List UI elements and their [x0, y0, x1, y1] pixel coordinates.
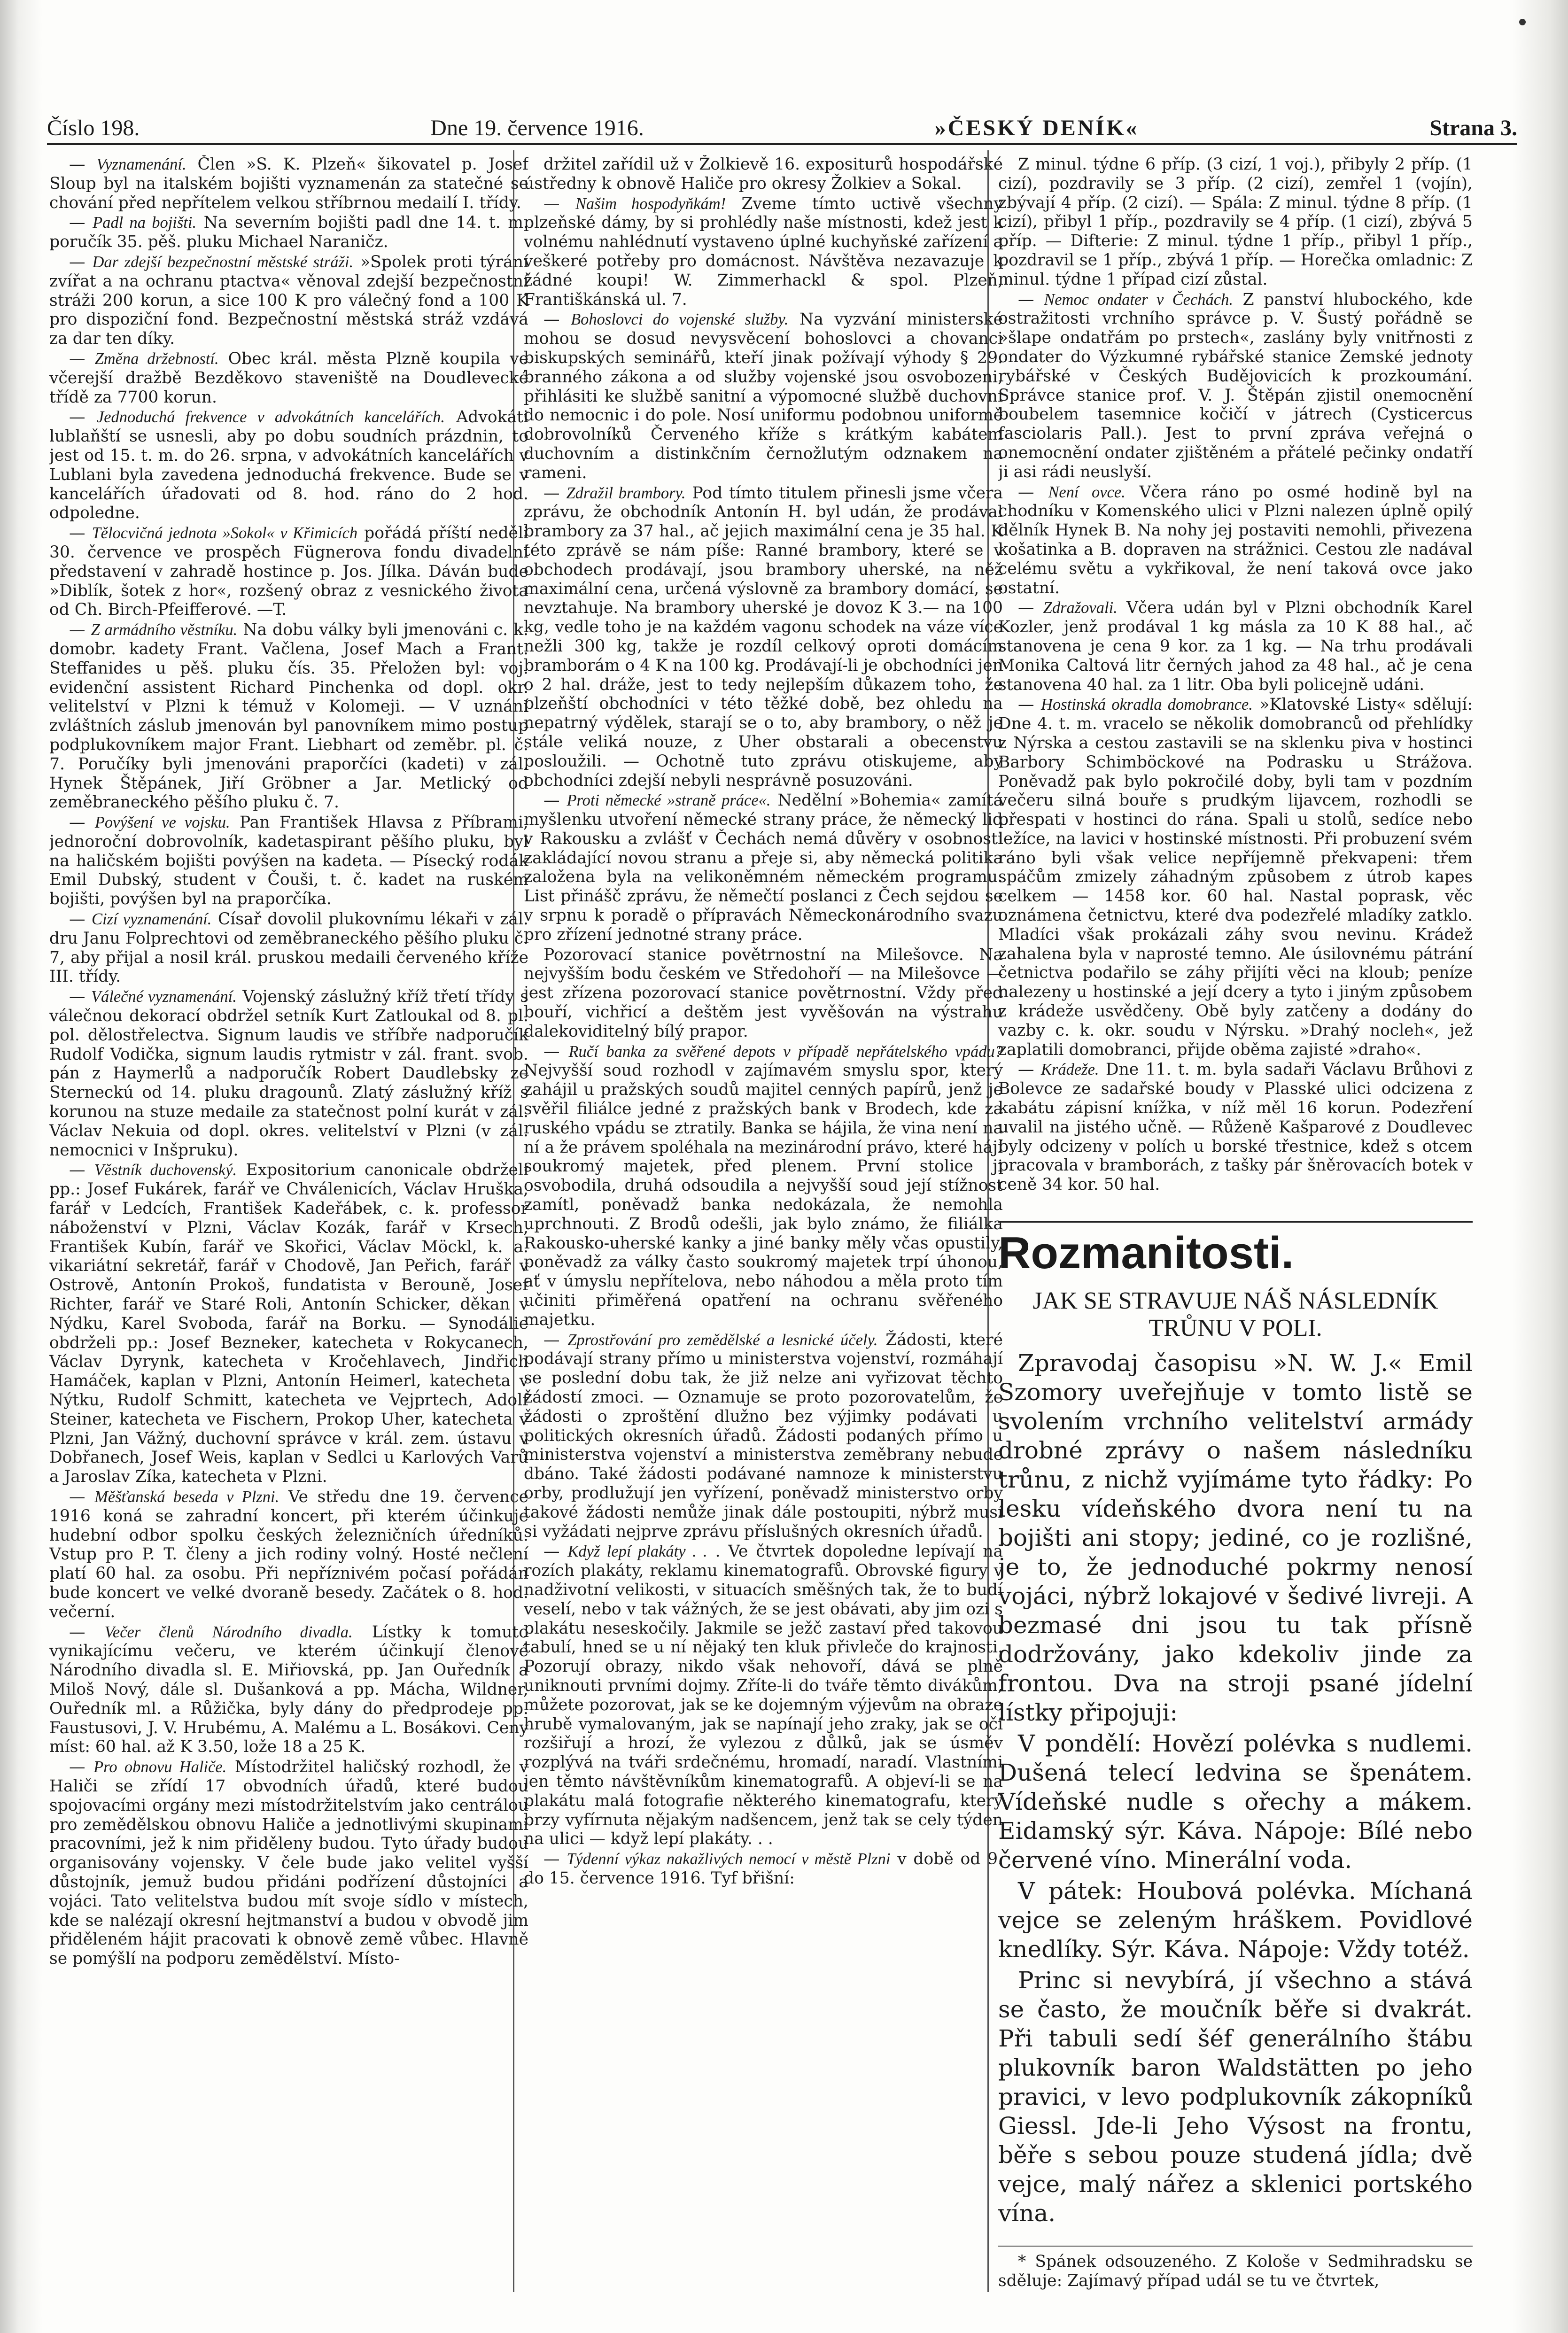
headline-line-2: TRŮNU V POLI.	[1149, 1315, 1322, 1342]
article-text: Včera ráno po osmé hodině byl na chodníku v Komenského ulici v Plzni nalezen úplně opilý dělník Hynek B. Na nohy jej postaviti nemohli, přivezena košatinka a B. dopraven na strážnici. Cestou zle nadával celému světu a vykřikoval, že není taková ovce jako ostatní.	[998, 482, 1473, 597]
article-text: Včera udán byl v Plzni obchodník Karel Kozler, jenž prodával 1 kg másla za 10 K 88 hal., ač stanovena je cena 9 kor. za 1 kg. — Na trhu prodávali Monika Caltová litr černých jahod za 48 hal., ač je cena stanovena 40 hal. za 1 litr. Oba byli policejně udáni.	[998, 598, 1473, 694]
article-paragraph: — Jednoduchá frekvence v advokátních kancelářích. Advokáti lublaňští se usnesli, aby po dobu soudních prázdnin, to jest od 15. t. m. do 26. srpna, v advokátních kancelářích v Lublani byla zavedena jednoduchá frekvence. Bude se v kancelářích úřadovati od 8. hod. ráno do 2 hod. odpoledne.	[49, 408, 528, 523]
article-heading: Pro obnovu Haliče.	[93, 1758, 227, 1776]
article-paragraph: — Povýšení ve vojsku. Pan František Hlavsa z Příbrami, jednoroční dobrovolník, kadetaspirant pěšího pluku, byl na haličském bojišti povýšen na kadeta. — Písecký rodák Emil Dubský, student v Čouši, t. č. kadet na ruském bojišti, povýšen byl na praporčíka.	[49, 813, 528, 909]
article-paragraph: — Zdražil brambory. Pod tímto titulem přinesli jsme včera zprávu, že obchodník Antonín H. byl udán, že prodával brambory za 37 hal., ač jejich maximální cena je 35 hal. K této zprávě se nám píše: Ranné brambory, které se v obchodech prodávají, jsou brambory uherské, na něž maximální cena, určená výslovně za brambory domácí, se nevztahuje. Na brambory uherské je dovoz K 3.— na 100 kg, vedle toho je na každém vagonu schodek na váze více nežli 300 kg, takže je rozdíl celkový oproti domácím bramborám o 4 K na 100 kg. Prodávají-li je obchodníci jen o 2 hal. dráže, jest to tedy nejlepším důkazem toho, že plzeňští obchodníci v této těžké době, bez ohledu na nepatrný výdělek, starají se o to, aby brambory, o něž je stále veliká nouze, z Uher obstarali a obecenstvu posloužili. — Ochotně tuto zprávu otiskujeme, aby obchodníci zdejší nebyli nesprávně posuzováni.	[524, 483, 1003, 790]
article-text: Pod tímto titulem přinesli jsme včera zprávu, že obchodník Antonín H. byl udán, že prodával brambory za 37 hal., ač jejich maximální cena je 35 hal. K této zprávě se nám píše: Ranné brambory, které se v obchodech prodávají, jsou brambory uherské, na něž maximální cena, určená výslovně za brambory domácí, se nevztahuje. Na brambory uherské je dovoz K 3.— na 100 kg, vedle toho je na každém vagonu schodek na váze více nežli 300 kg, takže je rozdíl celkový oproti domácím bramborám o 4 K na 100 kg. Prodávají-li je obchodníci jen o 2 hal. dráže, jest to tedy nejlepším důkazem toho, že plzeňští obchodníci v této těžké době, bez ohledu na nepatrný výdělek, starají se o to, aby brambory, o něž je stále veliká nouze, z Uher obstarali a obecenstvu posloužili. — Ochotně tuto zprávu otiskujeme, aby obchodníci zdejší nebyli nesprávně posuzováni.	[524, 483, 1003, 790]
section-title: Rozmanitosti.	[998, 1221, 1473, 1279]
article-heading: Krádeže.	[1040, 1061, 1099, 1079]
article-heading: Vyznamenání.	[96, 155, 186, 173]
page-header	[47, 112, 1517, 141]
article-heading: Ručí banka za svěřené depots v případě nepřátelského vpádu?	[568, 1042, 1003, 1061]
article-heading: Zdražil brambory.	[566, 484, 686, 502]
article-heading: Nemoc ondater v Čechách.	[1044, 290, 1233, 309]
article-heading: Padl na bojišti.	[93, 214, 197, 232]
header-rule	[47, 143, 1517, 145]
article-heading: Našim hospodyňkám!	[575, 194, 726, 213]
article-heading: Válečné vyznamenání.	[91, 988, 237, 1006]
article-text: . Ve čtvrtek dopoledne lepívají na rozích plakáty, reklamu kinematografů. Obrovské figury v nadživotní velikosti, v situacích směšných tak, že to budí veselí, nebo v tak vážných, že se jest obávati, aby jim ozi s plakátu neseskočily. Jakmile se ježč zastaví před takovou tabulí, hned se u ní nějaký ten kluk přivleče do krajnosti. Pozorují obrazy, nikdo však nehovoří, dává se plně uniknouti prvními dojmy. Zříte-li do tváře těmto divákům, můžete pozorovat, jak se ke dojemným výjevům na obraze hrubě vymalovaným, jak se napínají jeho zraky, jak se oči rozšiřují a hrozí, že vylezou z důlků, jak se úsměv rozplývá na tváři srdečnému, hromadí, naradí. Vlastními jen těmto návštěvníkům kinematografů. A objeví-li se na plakátu malá fotografie některého kinematografu, který brzy vyfírnuta nějakým nadšencem, jenž tak se cely týden na ulici — když lepí plakáty. . .	[524, 1542, 1003, 1849]
article-paragraph	[524, 155, 1003, 194]
article-text: Císař dovolil plukovnímu lékaři v zál. dru Janu Folprechtovi od zeměbraneckého pěšího pluku č. 7, aby přijal a nosil král. pruskou medaili červeného kříže III. třídy.	[49, 910, 528, 986]
article-paragraph: — Z armádního věstníku. Na dobu války byli jmenováni c. k. domobr. kadety Frant. Vačlena, Josef Mach a Frant. Steffanides u pěš. pluku čís. 35. Přeložen byl: voj. evidenční assistent Richard Pinchenka od dopl. okr. velitelství v Plzni k témuž v Kolomeji. — V uznání zvláštních záslub jmenován byl panovníkem mimo postup podplukovníkem major Frant. Liebhart od zeměbr. pl. č. 7. Poručíky byli jmenováni praporčíci (kadeti) v zál. Hynek Štěpánek, Jiří Gröbner a Jar. Metlický od zeměbraneckého pěšího pluku č. 7.	[49, 620, 528, 812]
article-paragraph: — Pro obnovu Haliče. Místodržitel haličský rozhodl, že v Haliči se zřídí 17 obvodních úřadů, které budou spojovacími orgány mezi místodržitelstvím jako centrálou pro zemědělskou obnovu Haliče a jednotlivými skupinami pracovními, jež k nim přiděleny budou. Tyto úřady budou organisovány vojensky. V čele bude jako velitel vyšší důstojník, jemuž budou přidáni podřízení důstojníci a vojáci. Tato velitelstva budou mít svoje sídlo v místech, kde se nalézají okresní hejtmanství a budou v obvodě jim přiděleném hájit pracovati k obnově země vůbec. Hlavně se pomýšlí na podporu zemědělství. Místo-	[49, 1758, 528, 1969]
article-heading: Zdražovali.	[1043, 599, 1118, 617]
headline-line-1: JAK SE STRAVUJE NÁŠ NÁSLEDNÍK	[1032, 1287, 1438, 1315]
article-paragraph: — Krádeže. Dne 11. t. m. byla sadaři Václavu Brůhovi z Bolevce ze sadařské boudy v Plasské ulici odcizena z kabátu zápisní knížka, v níž měl 16 korun. Podezření uvalil na jistého učně. — Růženě Kašparové z Doudlevec byly odcizeny v polích u borské třestnice, kdež s otcem pracovala v bramborách, z tašky pár šněrovacích botek v ceně 34 kor. 50 hal.	[998, 1060, 1473, 1194]
article-text: »Klatovské Listy« sdělují: Dne 4. t. m. vracelo se několik domobranců od přehlídky z Nýrska a cestou zastavili se na sklenku piva v hostinci Barbory Schimböckové na Podrasku u Strážova. Poněvadž pak bylo pokročilé doby, byli tam v pozdním večeru silná bouře s prudkým lijavcem, rozhodli se přespati v hostinci do rána. Spali u stolů, sedíce nebo ležíce, na lavici v hostinské místnosti. Při probuzení svém ráno byli však velice nepříjemně překvapeni: třem spáčům zmizely záhadným způsobem z útrob kapes celkem — 1458 kor. 60 hal. Nastal poprask, věc oznámena četnictvu, které dva podezřelé mladíky zatklo. Mladíci však prokázali záhy svou nevinu. Krádež zahalena byla v naprosté temno. Ale úsilovnému pátrání četnictva podařilo se záhy přijíti věci na kloub; peníze nalezeny u hostinské a její dcery a tyto i jiným způsobem z krádeže usvědčeny. Obě byly zatčeny a dodány do vazby c. k. okr. soudu v Nýrsku. »Drahý nocleh«, jež zaplatili domobranci, přijde oběma zajisté »draho«.	[998, 695, 1473, 1059]
article-paragraph: — Zprostřování pro zemědělské a lesnické účely. Žádosti, které podávají strany přímo u ministerstva vojenství, rozmáhají se poslední dobu tak, že již nelze ani vyřizovat těchto žádostí zmoci. — Oznamuje se proto pozorovatelům, že žádosti o zproštění dlužno bez výjimky podávati u politických okresních úřadů. Žádosti podaných přímo u ministerstva vojenství a ministerstva zeměbrany nebude dbáno. Také žádosti podávané namnoze k ministerstvu orby, prodlužují jen vyřízení, poněvadž ministerstvo orby takové žádosti nemůže jinak dále postoupiti, nýbrž musí si vyžádati nejprve zprávu příslušných okresních úřadů.	[524, 1330, 1003, 1541]
article-text: Obec král. města Plzně koupila ve včerejší dražbě Bezděkovo staveniště na Doudlevecké třídě za 7700 korun.	[49, 349, 528, 407]
column-2	[524, 155, 1003, 2297]
article-heading: Jednoduchá frekvence v advokátních kancelářích.	[96, 408, 445, 426]
article-paragraph: — Věstník duchovenský. Expositorium canonicale obdrželi pp.: Josef Fukárek, farář ve Chválenicích, Václav Hruška, farář v Ledcích, František Kadeřábek, c. k. professor náboženství v Plzni, Václav Kozák, farář v Krsech, František Kubín, farář ve Skořici, Václav Möckl, k. a. vikariátní sekretář, farář v Chodově, Jan Peřich, farář v Ostrově, Antonín Prokoš, fundatista v Berouně, Josef Richter, farář ve Staré Roli, Antonín Schicker, děkan v Nýdku, Karel Svoboda, farář na Borku. — Synodálie obdrželi pp.: Josef Bezneker, katecheta v Rokycanech, Václav Dyrynk, katecheta v Kročehlavech, Jindřich Hamáček, kaplan v Plzni, Antonín Heimerl, katecheta v Nýtku, Rudolf Schmitt, katecheta ve Vejprtech, Adolf Steiner, katecheta ve Fischern, Prokop Uher, katecheta v Plzni, Jan Vážný, duchovní správce v král. zem. ústavu v Dobřanech, Josef Weis, kaplan v Sedlci u Karlových Varů a Jaroslav Zíka, katecheta v Plzni.	[49, 1161, 528, 1487]
article-paragraph	[524, 946, 1003, 1041]
article-heading: Cizí vyznamenání.	[91, 910, 212, 929]
article-text: Pan František Hlavsa z Příbrami, jednoroční dobrovolník, kadetaspirant pěšího pluku, byl na haličském bojišti povýšen na kadeta. — Písecký rodák Emil Dubský, student v Čouši, t. č. kadet na ruském bojišti, povýšen byl na praporčíka.	[49, 813, 528, 909]
column-3	[998, 155, 1473, 2297]
article-paragraph: — Padl na bojišti. Na severním bojišti padl dne 14. t. m. poručík 35. pěš. pluku Michael Naraničz.	[49, 213, 528, 252]
article-text: Z panství hlubockého, kde ostražitosti vrchního správce p. V. Šustý pořádně se »šlape ondatřám po prstech«, zaslány byly vnitřnosti z ondater do Výzkumné rybářské stanice Zemské jednoty rybářské v Českých Budějovicích k prozkoumání. Správce stanice prof. V. J. Štěpán zjistil onemocnění boubelem tasemnice kočičí v játrech (Cysticercus fasciolaris Pall.). Jest to první zpráva veřejná o onemocnění ondater zjištěném a přátelé pečinky ondatří ji asi rádi neuslyší.	[998, 290, 1473, 481]
page-number: Strana 3.	[1429, 116, 1517, 140]
article-text: Expositorium canonicale obdrželi pp.: Josef Fukárek, farář ve Chválenicích, Václav Hruška, farář v Ledcích, František Kadeřábek, c. k. professor náboženství v Plzni, Václav Kozák, farář v Krsech, František Kubín, farář ve Skořici, Václav Möckl, k. a. vikariátní sekretář, farář v Chodově, Jan Peřich, farář v Ostrově, Antonín Prokoš, fundatista v Berouně, Josef Richter, farář ve Staré Roli, Antonín Schicker, děkan v Nýdku, Karel Svoboda, farář na Borku. — Synodálie obdrželi pp.: Josef Bezneker, katecheta v Rokycanech, Václav Dyrynk, katecheta v Kročehlavech, Jindřich Hamáček, kaplan v Plzni, Antonín Heimerl, katecheta v Nýtku, Rudolf Schmitt, katecheta ve Vejprtech, Adolf Steiner, katecheta ve Fischern, Prokop Uher, katecheta v Plzni, Jan Vážný, duchovní správce v král. zem. ústavu v Dobřanech, Josef Weis, kaplan v Sedlci u Karlových Varů a Jaroslav Zíka, katecheta v Plzni.	[49, 1161, 528, 1487]
column-3-articles	[998, 155, 1473, 1194]
article-paragraph: — Nemoc ondater v Čechách. Z panství hlubockého, kde ostražitosti vrchního správce p. V. Šustý pořádně se »šlape ondatřám po prstech«, zaslány byly vnitřnosti z ondater do Výzkumné rybářské stanice Zemské jednoty rybářské v Českých Budějovicích k prozkoumání. Správce stanice prof. V. J. Štěpán zjistil onemocnění boubelem tasemnice kočičí v játrech (Cysticercus fasciolaris Pall.). Jest to první zpráva veřejná o onemocnění ondater zjištěném a přátelé pečinky ondatří ji asi rádi neuslyší.	[998, 290, 1473, 481]
article-paragraph: Princ si nevybírá, jí všechno a stává se často, že moučník běře si dvakrát. Při tabuli sedí šéf generálního štábu plukovník baron Waldstätten po jeho pravici, v levo podplukovník zákopníků Giessl. Jde-li Jeho Výsost na frontu, běře s sebou pouze studená jídla; dvě vejce, malý nářez a sklenici portského vína.	[998, 1967, 1473, 2227]
article-text: držitel zařídil už v Žolkievě 16. expositurů hospodářské ústředny k obnově Haliče pro okresy Žolkiev a Sokal.	[524, 155, 1003, 193]
article-heading: Měšťanská beseda v Plzni.	[94, 1488, 279, 1506]
article-paragraph: — Válečné vyznamenání. Vojenský záslužný kříž třetí třídy s válečnou dekorací obdržel setník Kurt Zatloukal od 8. pl. pol. dělostřelectva. Signum laudis ve stříbře nadporučík Rudolf Vodička, signum laudis rytmistr v zál. frant. svob. pán z Haymerlů a nadporučík Robert Daudlebsky ze Sterneckú od 14. pluku dragounů. Zlatý záslužný kříž s korunou na stuze medaile za statečnost polní kurát v zál. Václav Nekuia od dopl. okres. velitelství v Plzni (v zál. nemocnici v Inšpruku).	[49, 987, 528, 1160]
article-heading: Zprostřování pro zemědělské a lesnické účely.	[567, 1331, 878, 1349]
article-heading: Věstník duchovenský.	[94, 1161, 237, 1179]
article-text: Pozorovací stanice povětrnostní na Milešovce. Na nejvyšším bodu českém ve Středohoří — na Milešovce — jest zřízena pozorovací stanice povětrnostní. Vždy před bouří, vichřicí a deštěm jest vyvěšován na výstrahu dalekoviditelný bílý prapor.	[524, 945, 1003, 1041]
article-paragraph: Zpravodaj časopisu »N. W. J.« Emil Szomory uveřejňuje v tomto listě se svolením vrchního velitelství armády drobné zprávy o našem následníku trůnu, z nichž vyjímáme tyto řádky: Po lesku vídeňského dvora není tu na bojišti ani stopy; jediné, co je rozlišné, je to, že jednoduché pokrmy nenosí vojáci, nýbrž lokajové v šedivé livreji. A bezmasé dni jsou tu tak přísně dodržovány, jako kdekoliv jinde za frontou. Dva na stroji psané jídelní lístky připojuji:	[998, 1349, 1473, 1727]
article-paragraph: — Proti německé »straně práce«. Nedělní »Bohemia« zamítá myšlenku utvoření německé strany práce, že německý lid v Rakousku a zvlášť v Čechách nemá důvěry v osobnosti zakládající novou stranu a přeje si, aby německá politika založena byla na velikoněmném německém programu. List přinášč zprávu, že němečtí poslanci z Čech sejdou se v srpnu k poradě o přípravách Německonárodního svazu pro zřízení jednotné strany práce.	[524, 791, 1003, 944]
article-text: Lístky k tomuto vynikajícímu večeru, ve kterém účinkují členové Národního divadla sl. E. Miřiovská, pp. Jan Ouředník a Miloš Nový, dále sl. Dušanková a pp. Mácha, Wildner, Ouředník ml. a Růžička, byly dány do předprodeje pp. Faustusovi, J. V. Hrubému, A. Malému a L. Bosákovi. Ceny míst: 60 hal. až K 3.50, lože 18 a 25 K.	[49, 1622, 528, 1757]
article-heading: Dar zdejší bezpečnostní městské stráži.	[92, 253, 354, 271]
article-heading: Když lepí plakáty . .	[567, 1542, 707, 1561]
article-paragraph: — Vyznamenání. Člen »S. K. Plzeň« šikovatel p. Josef Sloup byl na italském bojišti vyznamenán za statečné se chování před nepřítelem velkou stříbrnou medailí I. třídy.	[49, 155, 528, 212]
article-heading: Není ovce.	[1048, 483, 1126, 501]
article-paragraph: — Týdenní výkaz nakažlivých nemocí v městě Plzni v době od 9. do 15. července 1916. Tyf břišní:	[524, 1850, 1003, 1888]
article-headline	[998, 1287, 1473, 1342]
article-heading: Proti německé »straně práce«.	[567, 791, 771, 810]
article-text: Advokáti lublaňští se usnesli, aby po dobu soudních prázdnin, to jest od 15. t. m. do 26. srpna, v advokátních kancelářích v Lublani byla zavedena jednoduchá frekvence. Bude se v kancelářích úřadovati od 8. hod. ráno do 2 hod. odpoledne.	[49, 408, 528, 523]
article-text: Člen »S. K. Plzeň« šikovatel p. Josef Sloup byl na italském bojišti vyznamenán za statečné se chování před nepřítelem velkou stříbrnou medailí I. třídy.	[49, 155, 528, 212]
masthead: »ČESKÝ DENÍK«	[934, 116, 1139, 140]
issue-date: Dne 19. července 1916.	[430, 116, 644, 140]
scan-dot	[1519, 19, 1526, 25]
article-heading: Z armádního věstníku.	[91, 621, 238, 639]
article-paragraph: — Našim hospodyňkám! Zveme tímto uctivě všechny plzeňské dámy, by si prohlédly naše místnosti, kdež jest k volnému nahlédnutí vystaveno úplné kuchyňské zařízení a veškeré potřeby pro domácnost. Návštěva nezavazuje k žádné koupi! W. Zimmerhackl & spol. Plzeň, Františkánská ul. 7.	[524, 194, 1003, 309]
article-paragraph: — Večer členů Národního divadla. Lístky k tomuto vynikajícímu večeru, ve kterém účinkují členové Národního divadla sl. E. Miřiovská, pp. Jan Ouředník a Miloš Nový, dále sl. Dušanková a pp. Mácha, Wildner, Ouředník ml. a Růžička, byly dány do předprodeje pp. Faustusovi, J. V. Hrubému, A. Malému a L. Bosákovi. Ceny míst: 60 hal. až K 3.50, lože 18 a 25 K.	[49, 1622, 528, 1757]
article-text: Žádosti, které podávají strany přímo u ministerstva vojenství, rozmáhají se poslední dobu tak, že již nelze ani vyřizovat těchto žádostí zmoci. — Oznamuje se proto pozorovatelům, že žádosti o zproštění dlužno bez výjimky podávati u politických okresních úřadů. Žádosti podaných přímo u ministerstva vojenství a ministerstva zeměbrany nebude dbáno. Také žádosti podávané namnoze k ministerstvu orby, prodlužují jen vyřízení, poněvadž ministerstvo orby takové žádosti nemůže jinak dále postoupiti, nýbrž musí si vyžádati nejprve zprávu příslušných okresních úřadů.	[524, 1330, 1003, 1541]
article-text: »Spolek proti týrání zvířat a na ochranu ptactva« věnoval zdejší bezpečnostní stráži 200 korun, a sice 100 K pro válečný fond a 100 K pro dispoziční fond. Bezpečnostní městská stráž vzdává za dar ten díky.	[49, 252, 528, 349]
article-paragraph: — Ručí banka za svěřené depots v případě nepřátelského vpádu? Nejvyšší soud rozhodl v zajímavém smyslu spor, který zahájil u pražských soudů majitel cenných papírů, jenž je svěřil filiálce jedné z pražských bank v Brodech, kde za ruského vpádu se ztratily. Banka se hájila, že vina není na ní a že právem spoléhala na mezinárodní právo, které hájí soukromý majetek, před plenem. První stolice ji osvobodila, druhá odsoudila a nejvyšší soud její stížnost zamítl, poněvadž banka nedokázala, že nemohla uprchnouti. Z Brodů odešli, jak bylo známo, že filiálka Rakousko-uherské kanky a jiné banky měly včas opustily, poněvadž za války často soukromý majetek trpí úhonou, ať v úmyslu nepřítelova, nebo náhodou a měla proto tím učiniti přiměřená opatření na ochranu svěřeného majetku.	[524, 1042, 1003, 1329]
issue-number: Číslo 198.	[47, 116, 140, 140]
article-text: Ve středu dne 19. července 1916 koná se zahradní koncert, při kterém účinkuje hudební odbor spolku českých železničních úředníků. Vstup pro P. T. členy a jich rodiny volný. Hosté nečlení platí 60 hal. za osobu. Při nepříznivém počasí pořádán bude koncert ve velké dvoraně besedy. Začátek o 8. hod. večerní.	[49, 1487, 528, 1621]
article-text: pořádá příští neděli 30. července ve prospěch Fügnerova fondu divadelní představení v zahradě hostince p. Jos. Jílka. Dáván bude »Diblík, šotek z hor«, rozšený obraz z vesnického života od Ch. Birch-Pfeifferové. —T.	[49, 524, 528, 620]
article-paragraph: — Zdražovali. Včera udán byl v Plzni obchodník Karel Kozler, jenž prodával 1 kg másla za 10 K 88 hal., ač stanovena je cena 9 kor. za 1 kg. — Na trhu prodávali Monika Caltová litr černých jahod za 48 hal., ač je cena stanovena 40 hal. za 1 litr. Oba byli policejně udáni.	[998, 598, 1473, 694]
article-text: Vojenský záslužný kříž třetí třídy s válečnou dekorací obdržel setník Kurt Zatloukal od 8. pl. pol. dělostřelectva. Signum laudis ve stříbře nadporučík Rudolf Vodička, signum laudis rytmistr v zál. frant. svob. pán z Haymerlů a nadporučík Robert Daudlebsky ze Sterneckú od 14. pluku dragounů. Zlatý záslužný kříž s korunou na stuze medaile za statečnost polní kurát v zál. Václav Nekuia od dopl. okres. velitelství v Plzni (v zál. nemocnici v Inšpruku).	[49, 987, 528, 1160]
article-text: Nedělní »Bohemia« zamítá myšlenku utvoření německé strany práce, že německý lid v Rakousku a zvlášť v Čechách nemá důvěry v osobnosti zakládající novou stranu a přeje si, aby německá politika založena byla na velikoněmném německém programu. List přinášč zprávu, že němečtí poslanci z Čech sejdou se v srpnu k poradě o přípravách Německonárodního svazu pro zřízení jednotné strany práce.	[524, 791, 1003, 944]
article-heading: Tělocvičná jednota »Sokol« v Křimicích	[92, 524, 358, 543]
article-paragraph: — Bohoslovci do vojenské služby. Na vyzvání ministerské mohou se dosud nevysvěcení bohoslovci a chovanci biskupských seminářů, kteří jinak požívají výhody § 29. branného zákona a od služby vojenské jsou osvobozeni, přihlásiti ke službě sanitní a výpomocné službě duchovní do nemocnic i do pole. Nosí uniformu podobnou uniformě dobrovolníků Červeného kříže s krátkým kabátem duchovním a distinkčním černožlutým odznakem na rameni.	[524, 310, 1003, 482]
article-text: Na dobu války byli jmenováni c. k. domobr. kadety Frant. Vačlena, Josef Mach a Frant. Steffanides u pěš. pluku čís. 35. Přeložen byl: voj. evidenční assistent Richard Pinchenka od dopl. okr. velitelství v Plzni k témuž v Kolomeji. — V uznání zvláštních záslub jmenován byl panovníkem mimo postup podplukovníkem major Frant. Liebhart od zeměbr. pl. č. 7. Poručíky byli jmenováni praporčíci (kadeti) v zál. Hynek Štěpánek, Jiří Gröbner a Jar. Metlický od zeměbraneckého pěšího pluku č. 7.	[49, 620, 528, 812]
article-text: Na severním bojišti padl dne 14. t. m. poručík 35. pěš. pluku Michael Naraničz.	[49, 213, 528, 252]
article-heading: Večer členů Národního divadla.	[104, 1623, 353, 1641]
article-paragraph: — Cizí vyznamenání. Císař dovolil plukovnímu lékaři v zál. dru Janu Folprechtovi od zeměbraneckého pěšího pluku č. 7, aby přijal a nosil král. pruskou medaili červeného kříže III. třídy.	[49, 910, 528, 986]
article-paragraph: — Změna držebností. Obec král. města Plzně koupila ve včerejší dražbě Bezděkovo staveniště na Doudlevecké třídě za 7700 korun.	[49, 349, 528, 407]
menu-monday: V pondělí: Hovězí polévka s nudlemi. Dušená telecí ledvina se špenátem. Vídeňské nudle s ořechy a mákem. Eidamský sýr. Káva. Nápoje: Bílé nebo červené víno. Minerální voda.	[998, 1730, 1473, 1874]
article-text: v době od 9. do 15. července 1916. Tyf břišní:	[524, 1850, 1003, 1888]
article-paragraph: — Není ovce. Včera ráno po osmé hodině byl na chodníku v Komenského ulici v Plzni nalezen úplně opilý dělník Hynek B. Na nohy jej postaviti nemohli, přivezena košatinka a B. dopraven na strážnici. Cestou zle nadával celému světu a vykřikoval, že není taková ovce jako ostatní.	[998, 482, 1473, 597]
article-paragraph: — Když lepí plakáty . . . Ve čtvrtek dopoledne lepívají na rozích plakáty, reklamu kinematografů. Obrovské figury v nadživotní velikosti, v situacích směšných tak, že to budí veselí, nebo v tak vážných, že se jest obávati, aby jim ozi s plakátu neseskočily. Jakmile se ježč zastaví před takovou tabulí, hned se u ní nějaký ten kluk přivleče do krajnosti. Pozorují obrazy, nikdo však nehovoří, dává se plně uniknouti prvními dojmy. Zříte-li do tváře těmto divákům, můžete pozorovat, jak se ke dojemným výjevům na obraze hrubě vymalovaným, jak se napínají jeho zraky, jak se oči rozšiřují a hrozí, že vylezou z důlků, jak se úsměv rozplývá na tváři srdečnému, hromadí, naradí. Vlastními jen těmto návštěvníkům kinematografů. A objeví-li se na plakátu malá fotografie některého kinematografu, který brzy vyfírnuta nějakým nadšencem, jenž tak se cely týden na ulici — když lepí plakáty. . .	[524, 1542, 1003, 1849]
article-heading: Změna držebností.	[94, 349, 219, 368]
article-text: Na vyzvání ministerské mohou se dosud nevysvěcení bohoslovci a chovanci biskupských seminářů, kteří jinak požívají výhody § 29. branného zákona a od služby vojenské jsou osvobozeni, přihlásiti ke službě sanitní a výpomocné službě duchovní do nemocnic i do pole. Nosí uniformu podobnou uniformě dobrovolníků Červeného kříže s krátkým kabátem duchovním a distinkčním černožlutým odznakem na rameni.	[524, 310, 1003, 482]
article-paragraph: — Tělocvičná jednota »Sokol« v Křimicích pořádá příští neděli 30. července ve prospěch Fügnerova fondu divadelní představení v zahradě hostince p. Jos. Jílka. Dáván bude »Diblík, šotek z hor«, rozšený obraz z vesnického života od Ch. Birch-Pfeifferové. —T.	[49, 524, 528, 620]
article-heading: Týdenní výkaz nakažlivých nemocí v městě Plzni	[567, 1850, 891, 1868]
article-paragraph: — Dar zdejší bezpečnostní městské stráži. »Spolek proti týrání zvířat a na ochranu ptactva« věnoval zdejší bezpečnostní stráži 200 korun, a sice 100 K pro válečný fond a 100 K pro dispoziční fond. Bezpečnostní městská stráž vzdává za dar ten díky.	[49, 252, 528, 349]
article-paragraph: — Měšťanská beseda v Plzni. Ve středu dne 19. července 1916 koná se zahradní koncert, při kterém účinkuje hudební odbor spolku českých železničních úředníků. Vstup pro P. T. členy a jich rodiny volný. Hosté nečlení platí 60 hal. za osobu. Při nepříznivém počasí pořádán bude koncert ve velké dvoraně besedy. Začátek o 8. hod. večerní.	[49, 1487, 528, 1621]
column-1	[49, 155, 528, 2297]
footnote-article: * Spánek odsouzeného. Z Kološe v Sedmihradsku se sděluje: Zajímavý případ udál se tu ve čtvrtek,	[998, 2246, 1473, 2291]
menu-friday: V pátek: Houbová polévka. Míchaná vejce se zeleným hráškem. Povidlové knedlíky. Sýr. Káva. Nápoje: Vždy totéž.	[998, 1877, 1473, 1963]
article-heading: Bohoslovci do vojenské služby.	[571, 310, 789, 329]
article-heading: Hostinská okradla domobrance.	[1041, 696, 1253, 714]
article-heading: Povýšení ve vojsku.	[94, 814, 230, 832]
article-text: Dne 11. t. m. byla sadaři Václavu Brůhovi z Bolevce ze sadařské boudy v Plasské ulici odcizena z kabátu zápisní knížka, v níž měl 16 korun. Podezření uvalil na jistého učně. — Růženě Kašparové z Doudlevec byly odcizeny v polích u borské třestnice, kdež s otcem pracovala v bramborách, z tašky pár šněrovacích botek v ceně 34 kor. 50 hal.	[998, 1060, 1473, 1194]
article-paragraph: — Hostinská okradla domobrance. »Klatovské Listy« sdělují: Dne 4. t. m. vracelo se několik domobranců od přehlídky z Nýrska a cestou zastavili se na sklenku piva v hostinci Barbory Schimböckové na Podrasku u Strážova. Poněvadž pak bylo pokročilé doby, byli tam v pozdním večeru silná bouře s prudkým lijavcem, rozhodli se přespati v hostinci do rána. Spali u stolů, sedíce nebo ležíce, na lavici v hostinské místnosti. Při probuzení svém ráno byli však velice nepříjemně překvapeni: třem spáčům zmizely záhadným způsobem z útrob kapes celkem — 1458 kor. 60 hal. Nastal poprask, věc oznámena četnictvu, které dva podezřelé mladíky zatklo. Mladíci však prokázali záhy svou nevinu. Krádež zahalena byla v naprosté temno. Ale úsilovnému pátrání četnictva podařilo se záhy přijíti věci na kloub; peníze nalezeny u hostinské a její dcery a tyto i jiným způsobem z krádeže usvědčeny. Obě byly zatčeny a dodány do vazby c. k. okr. soudu v Nýrsku. »Drahý nocleh«, jež zaplatili domobranci, přijde oběma zajisté »draho«.	[998, 695, 1473, 1059]
article-text: Nejvyšší soud rozhodl v zajímavém smyslu spor, který zahájil u pražských soudů majitel cenných papírů, jenž je svěřil filiálce jedné z pražských bank v Brodech, kde za ruského vpádu se ztratily. Banka se hájila, že vina není na ní a že právem spoléhala na mezinárodní právo, které hájí soukromý majetek, před plenem. První stolice ji osvobodila, druhá odsoudila a nejvyšší soud její stížnost zamítl, poněvadž banka nedokázala, že nemohla uprchnouti. Z Brodů odešli, jak bylo známo, že filiálka Rakousko-uherské kanky a jiné banky měly včas opustily, poněvadž za války často soukromý majetek trpí úhonou, ať v úmyslu nepřítelova, nebo náhodou a měla proto tím učiniti přiměřená opatření na ochranu svěřeného majetku.	[524, 1061, 1003, 1329]
article-text: Zveme tímto uctivě všechny plzeňské dámy, by si prohlédly naše místnosti, kdež jest k volnému nahlédnutí vystaveno úplné kuchyňské zařízení a veškeré potřeby pro domácnost. Návštěva nezavazuje k žádné koupi! W. Zimmerhackl & spol. Plzeň, Františkánská ul. 7.	[524, 194, 1003, 309]
article-text: Místodržitel haličský rozhodl, že v Haliči se zřídí 17 obvodních úřadů, které budou spojovacími orgány mezi místodržitelstvím jako centrálou pro zemědělskou obnovu Haliče a jednotlivými skupinami pracovními, jež k nim přiděleny budou. Tyto úřady budou organisovány vojensky. V čele bude jako velitel vyšší důstojník, jemuž budou přidáni podřízení důstojníci a vojáci. Tato velitelstva budou mít svoje sídlo v místech, kde se nalézají okresní hejtmanství a budou v obvodě jim přiděleném hájit pracovati k obnově země vůbec. Hlavně se pomýšlí na podporu zemědělství. Místo-	[49, 1758, 528, 1969]
article-text: Z minul. týdne 6 příp. (3 cizí, 1 voj.), přibyly 2 příp. (1 cizí), pozdravily se 3 příp. (2 cizí), zemřel 1 (vojín), zbývají 4 příp. (2 cizí). — Spála: Z minul. týdne 8 příp. (1 cizí), přibyl 1 příp., pozdravily se 4 příp. (1 cizí), zbývá 5 příp. — Difterie: Z minul. týdne 1 příp., přibyl 1 příp., pozdravil se 1 příp., zbývá 1 příp. — Horečka omladnic: Z minul. týdne 1 případ cizí zůstal.	[998, 155, 1473, 289]
article-paragraph	[998, 155, 1473, 289]
